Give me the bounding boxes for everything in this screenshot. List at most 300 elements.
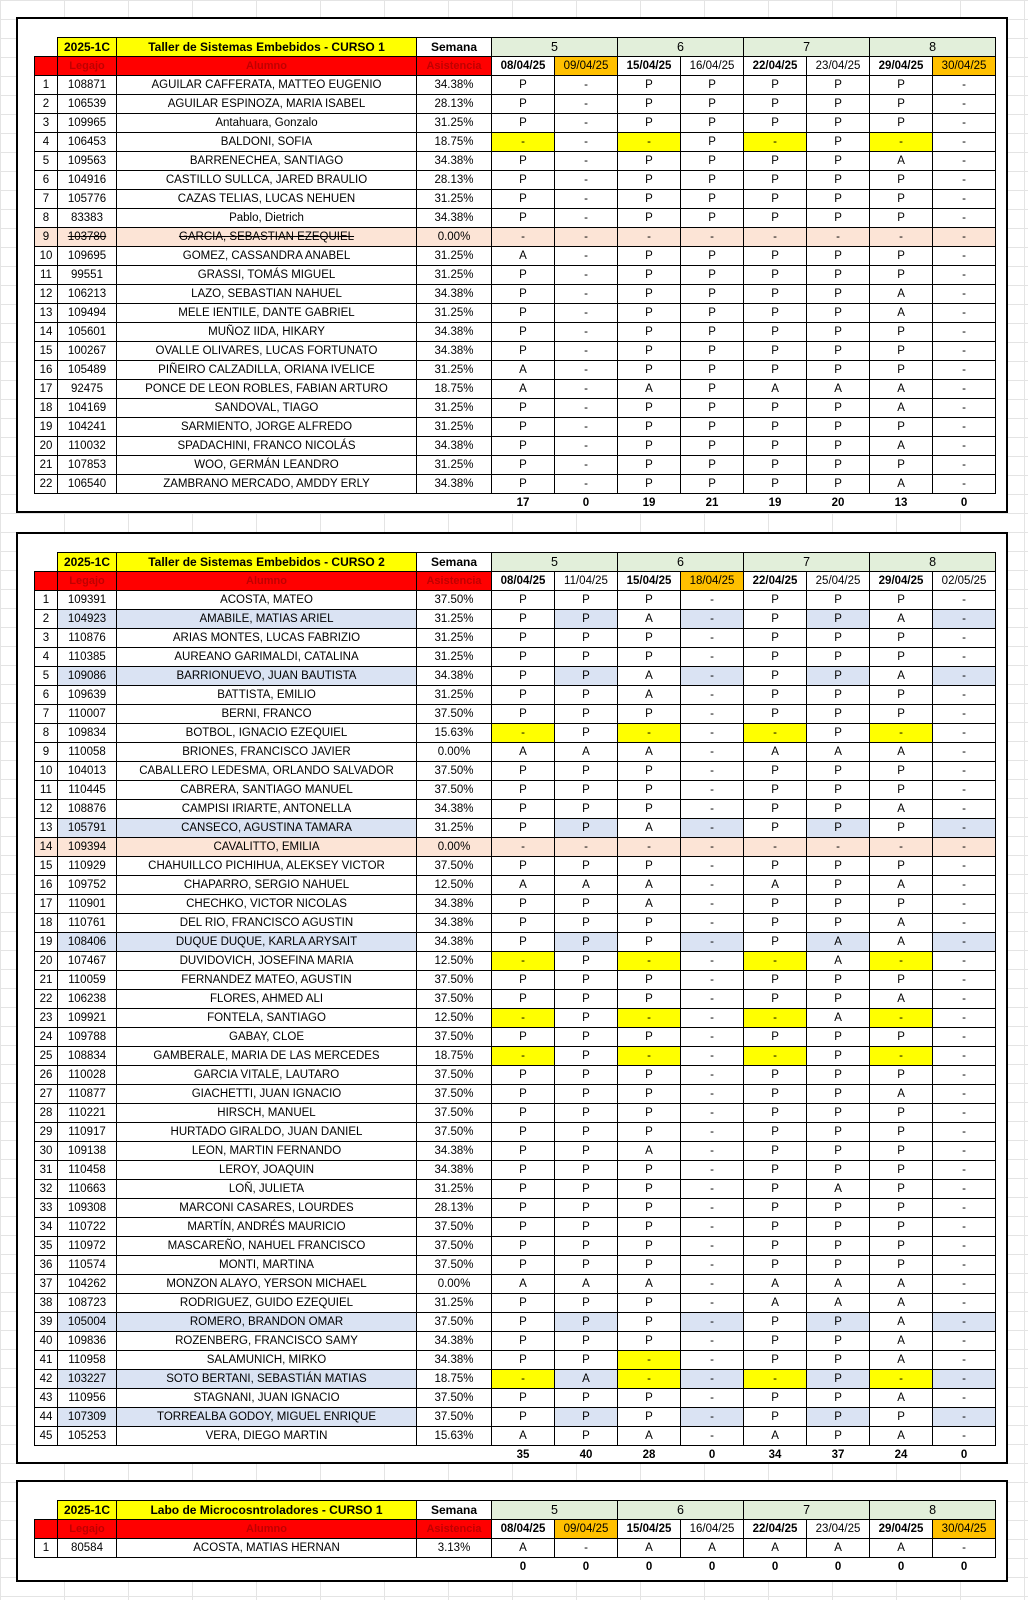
attendance-mark: - xyxy=(933,990,996,1009)
legajo-cell: 109086 xyxy=(58,667,117,686)
attendance-percent: 15.63% xyxy=(417,724,492,743)
attendance-mark: P xyxy=(492,895,555,914)
attendance-percent: 31.25% xyxy=(417,686,492,705)
student-name: DUQUE DUQUE, KARLA ARYSAIT xyxy=(117,933,417,952)
legajo-cell: 100267 xyxy=(58,342,117,361)
week-header: 8 xyxy=(870,38,996,57)
attendance-mark: P xyxy=(807,1028,870,1047)
attendance-mark: A xyxy=(870,914,933,933)
attendance-mark: P xyxy=(681,114,744,133)
total-cell: 0 xyxy=(897,1560,905,1573)
attendance-mark: P xyxy=(555,819,618,838)
attendance-mark: - xyxy=(681,838,744,857)
attendance-mark: A xyxy=(492,1275,555,1294)
attendance-mark: P xyxy=(492,1408,555,1427)
row-number: 21 xyxy=(35,971,58,990)
attendance-mark: P xyxy=(555,1389,618,1408)
attendance-mark: P xyxy=(744,418,807,437)
attendance-mark: P xyxy=(492,437,555,456)
attendance-mark: - xyxy=(933,171,996,190)
attendance-mark: A xyxy=(807,743,870,762)
attendance-mark: - xyxy=(933,724,996,743)
attendance-mark: P xyxy=(681,323,744,342)
attendance-mark: - xyxy=(933,743,996,762)
attendance-mark: - xyxy=(555,399,618,418)
attendance-mark: P xyxy=(744,1313,807,1332)
attendance-mark: P xyxy=(555,1408,618,1427)
attendance-mark: P xyxy=(492,629,555,648)
attendance-mark: P xyxy=(807,876,870,895)
date-header: 25/04/25 xyxy=(807,572,870,591)
attendance-mark: - xyxy=(933,1047,996,1066)
legajo-cell: 109138 xyxy=(58,1142,117,1161)
attendance-mark: P xyxy=(807,1313,870,1332)
attendance-mark: P xyxy=(744,971,807,990)
attendance-mark: P xyxy=(807,1104,870,1123)
attendance-mark: - xyxy=(933,667,996,686)
attendance-mark: P xyxy=(870,1104,933,1123)
row-number: 22 xyxy=(35,475,58,494)
attendance-mark: P xyxy=(807,1332,870,1351)
row-number: 19 xyxy=(35,418,58,437)
attendance-mark: A xyxy=(555,1370,618,1389)
attendance-percent: 34.38% xyxy=(417,285,492,304)
attendance-percent: 0.00% xyxy=(417,1275,492,1294)
attendance-mark: P xyxy=(555,1427,618,1446)
table-row xyxy=(35,857,996,876)
attendance-mark: P xyxy=(618,437,681,456)
table-row xyxy=(35,456,996,475)
attendance-mark: P xyxy=(744,95,807,114)
total-cell: 0 xyxy=(960,496,968,509)
row-number: 7 xyxy=(35,705,58,724)
attendance-mark: - xyxy=(870,228,933,247)
attendance-percent: 31.25% xyxy=(417,610,492,629)
attendance-mark: A xyxy=(492,876,555,895)
attendance-mark: P xyxy=(492,781,555,800)
date-header: 02/05/25 xyxy=(933,572,996,591)
student-name: Pablo, Dietrich xyxy=(117,209,417,228)
table-row xyxy=(35,781,996,800)
total-cell: 34 xyxy=(768,1448,782,1461)
row-number: 33 xyxy=(35,1199,58,1218)
attendance-mark: P xyxy=(744,800,807,819)
attendance-percent: 37.50% xyxy=(417,1408,492,1427)
attendance-mark: - xyxy=(933,1199,996,1218)
attendance-mark: - xyxy=(933,399,996,418)
attendance-mark: P xyxy=(744,1389,807,1408)
attendance-mark: - xyxy=(933,247,996,266)
table-row xyxy=(35,933,996,952)
attendance-mark: A xyxy=(618,1539,681,1558)
student-name: DEL RIO, FRANCISCO AGUSTIN xyxy=(117,914,417,933)
legajo-cell: 107853 xyxy=(58,456,117,475)
row-number: 22 xyxy=(35,990,58,1009)
legajo-cell: 106238 xyxy=(58,990,117,1009)
attendance-mark: - xyxy=(870,838,933,857)
attendance-mark: - xyxy=(933,323,996,342)
table-row xyxy=(35,1256,996,1275)
student-name: ARIAS MONTES, LUCAS FABRIZIO xyxy=(117,629,417,648)
attendance-mark: A xyxy=(618,819,681,838)
attendance-mark: P xyxy=(744,1199,807,1218)
attendance-mark: A xyxy=(555,1275,618,1294)
attendance-mark: P xyxy=(870,1028,933,1047)
attendance-mark: P xyxy=(618,342,681,361)
date-header: 16/04/25 xyxy=(681,1520,744,1539)
attendance-mark: P xyxy=(555,610,618,629)
attendance-mark: - xyxy=(681,933,744,952)
attendance-mark: P xyxy=(618,1161,681,1180)
attendance-mark: - xyxy=(933,1009,996,1028)
attendance-percent: 34.38% xyxy=(417,667,492,686)
attendance-mark: - xyxy=(933,1104,996,1123)
attendance-mark: P xyxy=(744,1180,807,1199)
attendance-mark: P xyxy=(807,133,870,152)
attendance-mark: P xyxy=(681,285,744,304)
attendance-mark: P xyxy=(492,418,555,437)
attendance-mark: - xyxy=(555,361,618,380)
attendance-mark: P xyxy=(492,971,555,990)
row-number: 1 xyxy=(35,76,58,95)
attendance-mark: - xyxy=(492,228,555,247)
row-number: 38 xyxy=(35,1294,58,1313)
table-row xyxy=(35,1028,996,1047)
legajo-cell: 109834 xyxy=(58,724,117,743)
attendance-mark: P xyxy=(618,418,681,437)
student-name: GARCIA VITALE, LAUTARO xyxy=(117,1066,417,1085)
attendance-mark: - xyxy=(618,1009,681,1028)
total-cell: 17 xyxy=(516,496,530,509)
attendance-mark: - xyxy=(933,304,996,323)
row-number: 1 xyxy=(35,1539,58,1558)
table-block-1 xyxy=(16,17,1008,513)
attendance-percent: 31.25% xyxy=(417,1180,492,1199)
attendance-mark: P xyxy=(618,914,681,933)
table-row xyxy=(35,399,996,418)
attendance-mark: P xyxy=(555,971,618,990)
attendance-percent: 0.00% xyxy=(417,838,492,857)
attendance-mark: P xyxy=(744,1408,807,1427)
attendance-mark: P xyxy=(492,1066,555,1085)
attendance-mark: P xyxy=(492,933,555,952)
attendance-mark: P xyxy=(744,456,807,475)
attendance-mark: A xyxy=(618,895,681,914)
attendance-percent: 37.50% xyxy=(417,705,492,724)
attendance-mark: - xyxy=(555,418,618,437)
total-cell: 35 xyxy=(516,1448,530,1461)
attendance-mark: - xyxy=(681,1047,744,1066)
row-number: 10 xyxy=(35,247,58,266)
attendance-mark: P xyxy=(807,399,870,418)
attendance-mark: - xyxy=(933,819,996,838)
attendance-percent: 34.38% xyxy=(417,437,492,456)
attendance-mark: - xyxy=(870,133,933,152)
column-header-row xyxy=(35,572,996,591)
table-row xyxy=(35,610,996,629)
attendance-mark: - xyxy=(807,228,870,247)
date-header: 30/04/25 xyxy=(933,57,996,76)
attendance-mark: P xyxy=(618,971,681,990)
attendance-mark: A xyxy=(492,1539,555,1558)
row-number: 13 xyxy=(35,819,58,838)
attendance-percent: 37.50% xyxy=(417,1085,492,1104)
student-name: MELE IENTILE, DANTE GABRIEL xyxy=(117,304,417,323)
attendance-mark: P xyxy=(807,1351,870,1370)
student-name: AMABILE, MATIAS ARIEL xyxy=(117,610,417,629)
attendance-mark: P xyxy=(555,781,618,800)
attendance-mark: - xyxy=(933,648,996,667)
student-name: CABRERA, SANTIAGO MANUEL xyxy=(117,781,417,800)
attendance-percent: 37.50% xyxy=(417,971,492,990)
legajo-cell: 106453 xyxy=(58,133,117,152)
student-name: BATTISTA, EMILIO xyxy=(117,686,417,705)
attendance-mark: P xyxy=(744,1237,807,1256)
student-name: ROMERO, BRANDON OMAR xyxy=(117,1313,417,1332)
attendance-mark: P xyxy=(618,266,681,285)
attendance-mark: P xyxy=(492,914,555,933)
legajo-cell: 110917 xyxy=(58,1123,117,1142)
attendance-mark: P xyxy=(807,990,870,1009)
attendance-mark: P xyxy=(744,190,807,209)
attendance-mark: - xyxy=(933,1370,996,1389)
attendance-percent: 37.50% xyxy=(417,1389,492,1408)
attendance-mark: P xyxy=(492,819,555,838)
attendance-mark: P xyxy=(555,1028,618,1047)
legajo-header: Legajo xyxy=(58,57,117,76)
attendance-mark: - xyxy=(933,228,996,247)
attendance-mark: P xyxy=(555,914,618,933)
student-name: STAGNANI, JUAN IGNACIO xyxy=(117,1389,417,1408)
attendance-mark: P xyxy=(555,1294,618,1313)
attendance-mark: P xyxy=(870,171,933,190)
attendance-mark: - xyxy=(618,1370,681,1389)
legajo-cell: 83383 xyxy=(58,209,117,228)
attendance-mark: P xyxy=(492,1237,555,1256)
attendance-mark: P xyxy=(807,591,870,610)
student-name: AGUILAR ESPINOZA, MARIA ISABEL xyxy=(117,95,417,114)
table-row xyxy=(35,418,996,437)
attendance-mark: - xyxy=(555,190,618,209)
total-cell: 0 xyxy=(771,1560,779,1573)
attendance-percent: 37.50% xyxy=(417,1313,492,1332)
student-name: LEON, MARTIN FERNANDO xyxy=(117,1142,417,1161)
attendance-mark: - xyxy=(555,266,618,285)
attendance-mark: - xyxy=(681,629,744,648)
date-header: 08/04/25 xyxy=(492,1520,555,1539)
attendance-mark: P xyxy=(618,857,681,876)
attendance-mark: P xyxy=(744,1142,807,1161)
attendance-mark: P xyxy=(618,304,681,323)
student-name: WOO, GERMÁN LEANDRO xyxy=(117,456,417,475)
attendance-percent: 37.50% xyxy=(417,1237,492,1256)
attendance-mark: P xyxy=(744,266,807,285)
attendance-mark: - xyxy=(681,876,744,895)
table-row xyxy=(35,247,996,266)
legajo-cell: 109563 xyxy=(58,152,117,171)
table-row xyxy=(35,152,996,171)
attendance-mark: - xyxy=(681,1256,744,1275)
attendance-mark: P xyxy=(744,819,807,838)
student-name: GAMBERALE, MARIA DE LAS MERCEDES xyxy=(117,1047,417,1066)
attendance-mark: P xyxy=(744,76,807,95)
attendance-mark: - xyxy=(933,342,996,361)
attendance-mark: - xyxy=(555,133,618,152)
attendance-mark: - xyxy=(933,1142,996,1161)
attendance-mark: - xyxy=(555,838,618,857)
attendance-mark: - xyxy=(933,1275,996,1294)
attendance-mark: P xyxy=(807,209,870,228)
student-name: CAZAS TELIAS, LUCAS NEHUEN xyxy=(117,190,417,209)
attendance-mark: P xyxy=(618,1199,681,1218)
attendance-mark: - xyxy=(681,591,744,610)
attendance-mark: P xyxy=(618,95,681,114)
attendance-mark: - xyxy=(681,667,744,686)
attendance-mark: P xyxy=(618,456,681,475)
student-name: MONTI, MARTINA xyxy=(117,1256,417,1275)
attendance-mark: - xyxy=(933,190,996,209)
attendance-mark: P xyxy=(555,705,618,724)
attendance-mark: P xyxy=(807,342,870,361)
attendance-mark: - xyxy=(681,1218,744,1237)
legajo-cell: 109788 xyxy=(58,1028,117,1047)
attendance-mark: P xyxy=(555,1142,618,1161)
attendance-mark: - xyxy=(618,952,681,971)
attendance-mark: - xyxy=(555,323,618,342)
attendance-mark: - xyxy=(555,247,618,266)
total-cell: 28 xyxy=(642,1448,656,1461)
attendance-mark: - xyxy=(681,990,744,1009)
attendance-mark: P xyxy=(492,190,555,209)
attendance-mark: - xyxy=(681,1104,744,1123)
row-number: 29 xyxy=(35,1123,58,1142)
attendance-mark: P xyxy=(681,380,744,399)
table-row xyxy=(35,1539,996,1558)
attendance-mark: P xyxy=(870,361,933,380)
attendance-mark: P xyxy=(681,152,744,171)
attendance-mark: P xyxy=(744,1104,807,1123)
legajo-cell: 104916 xyxy=(58,171,117,190)
table-row xyxy=(35,895,996,914)
table-row xyxy=(35,1066,996,1085)
attendance-mark: P xyxy=(492,857,555,876)
row-number: 23 xyxy=(35,1009,58,1028)
legajo-cell: 110007 xyxy=(58,705,117,724)
attendance-mark: A xyxy=(870,1275,933,1294)
attendance-mark: - xyxy=(870,1370,933,1389)
legajo-cell: 109394 xyxy=(58,838,117,857)
attendance-mark: A xyxy=(744,1294,807,1313)
attendance-mark: A xyxy=(618,380,681,399)
attendance-mark: P xyxy=(744,990,807,1009)
attendance-mark: P xyxy=(618,475,681,494)
attendance-mark: - xyxy=(618,228,681,247)
attendance-mark: - xyxy=(618,133,681,152)
attendance-mark: - xyxy=(933,1180,996,1199)
attendance-mark: - xyxy=(933,475,996,494)
attendance-mark: - xyxy=(555,76,618,95)
attendance-mark: - xyxy=(933,114,996,133)
row-number: 30 xyxy=(35,1142,58,1161)
attendance-mark: - xyxy=(492,724,555,743)
attendance-mark: - xyxy=(933,1066,996,1085)
date-header: 23/04/25 xyxy=(807,1520,870,1539)
attendance-mark: P xyxy=(744,437,807,456)
attendance-mark: - xyxy=(681,724,744,743)
attendance-mark: P xyxy=(870,190,933,209)
attendance-mark: P xyxy=(555,1218,618,1237)
attendance-percent: 0.00% xyxy=(417,228,492,247)
attendance-mark: P xyxy=(744,1066,807,1085)
row-number: 2 xyxy=(35,95,58,114)
attendance-percent: 34.38% xyxy=(417,1351,492,1370)
row-number: 10 xyxy=(35,762,58,781)
row-number: 31 xyxy=(35,1161,58,1180)
student-name: RODRIGUEZ, GUIDO EZEQUIEL xyxy=(117,1294,417,1313)
attendance-mark: - xyxy=(681,1066,744,1085)
attendance-mark: P xyxy=(807,705,870,724)
attendance-mark: - xyxy=(681,1370,744,1389)
attendance-mark: P xyxy=(492,399,555,418)
attendance-mark: P xyxy=(870,76,933,95)
period-label: 2025-1C xyxy=(58,38,117,57)
legajo-cell: 104013 xyxy=(58,762,117,781)
attendance-mark: P xyxy=(618,1313,681,1332)
attendance-mark: P xyxy=(492,667,555,686)
row-number: 4 xyxy=(35,648,58,667)
row-number: 12 xyxy=(35,285,58,304)
attendance-mark: P xyxy=(744,285,807,304)
attendance-mark: A xyxy=(807,1275,870,1294)
attendance-mark: - xyxy=(681,1427,744,1446)
row-number: 5 xyxy=(35,667,58,686)
attendance-mark: A xyxy=(744,876,807,895)
attendance-mark: - xyxy=(933,437,996,456)
attendance-percent: 31.25% xyxy=(417,266,492,285)
attendance-mark: P xyxy=(870,114,933,133)
attendance-mark: P xyxy=(807,152,870,171)
attendance-mark: P xyxy=(555,1009,618,1028)
attendance-mark: P xyxy=(618,1085,681,1104)
attendance-mark: P xyxy=(744,399,807,418)
attendance-mark: - xyxy=(933,1539,996,1558)
attendance-mark: P xyxy=(618,1123,681,1142)
attendance-mark: - xyxy=(681,1332,744,1351)
attendance-mark: P xyxy=(681,95,744,114)
table-row xyxy=(35,800,996,819)
table-row xyxy=(35,76,996,95)
row-number: 16 xyxy=(35,876,58,895)
attendance-mark: P xyxy=(744,361,807,380)
attendance-mark: - xyxy=(681,762,744,781)
student-name: TORREALBA GODOY, MIGUEL ENRIQUE xyxy=(117,1408,417,1427)
attendance-mark: - xyxy=(933,380,996,399)
attendance-mark: P xyxy=(492,990,555,1009)
attendance-mark: P xyxy=(744,914,807,933)
attendance-mark: A xyxy=(744,743,807,762)
attendance-mark: - xyxy=(681,914,744,933)
attendance-mark: P xyxy=(744,648,807,667)
legajo-cell: 109308 xyxy=(58,1199,117,1218)
total-cell: 0 xyxy=(582,496,590,509)
attendance-percent: 31.25% xyxy=(417,648,492,667)
attendance-mark: - xyxy=(933,1123,996,1142)
attendance-mark: P xyxy=(618,648,681,667)
row-number: 34 xyxy=(35,1218,58,1237)
attendance-mark: A xyxy=(618,610,681,629)
date-header: 15/04/25 xyxy=(618,572,681,591)
attendance-mark: P xyxy=(555,1256,618,1275)
